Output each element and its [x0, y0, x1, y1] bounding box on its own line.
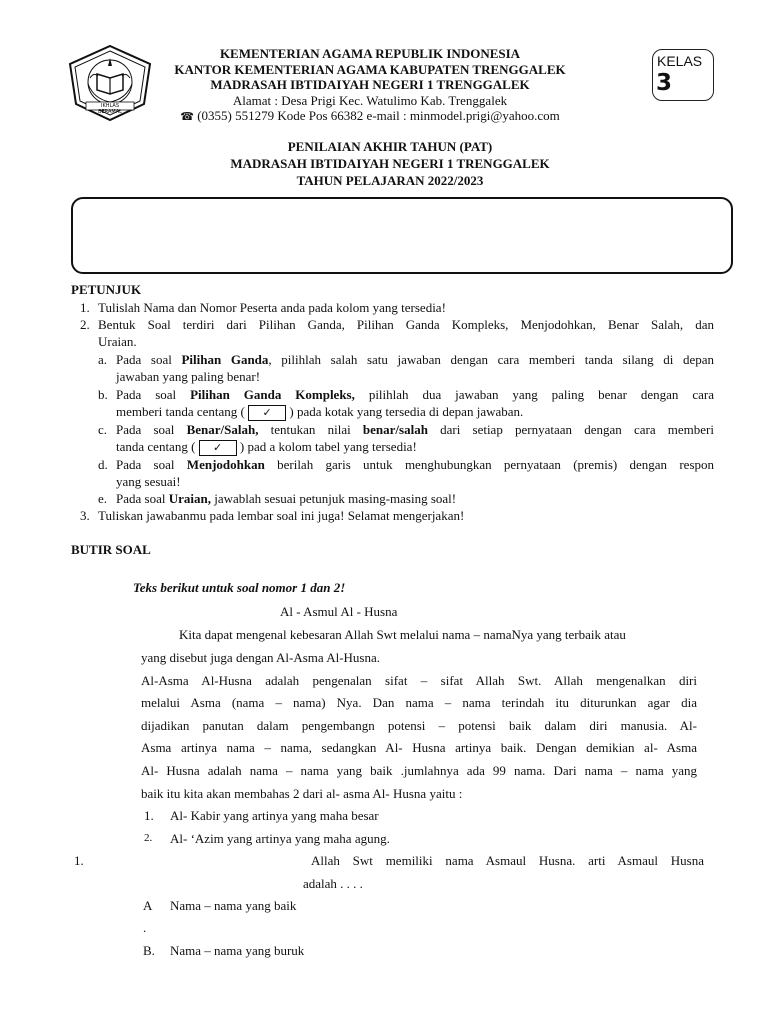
sub-mark: c. — [98, 422, 108, 437]
option-mark-dot: . — [143, 920, 147, 935]
instruction-2c-cont: tanda centang ( ✓ ) pad a kolom tabel yang tersedia! — [116, 439, 417, 455]
list-number: 2. — [144, 832, 153, 844]
instruction-2e: Pada soal Uraian, jawablah sesuai petunjuk masing-masing soal! — [116, 491, 457, 506]
questions-heading: BUTIR SOAL — [71, 542, 151, 557]
reading-line: Al-Asma Al-Husna adalah pengenalan sifat – sifat Allah Swt. Allah mengenalkan diri — [141, 673, 697, 688]
option-mark[interactable]: B. — [143, 943, 155, 958]
class-number: 3 — [656, 70, 673, 96]
instruction-2: Bentuk Soal terdiri dari Pilihan Ganda, Pilihan Ganda Kompleks, Menjodohkan, Benar Salah, dan — [98, 317, 714, 332]
reading-line: melalui Asma (nama – nama) Nya. Dan nama – nama terindah itu diturunkan agar dia — [141, 695, 697, 710]
reading-line: yang disebut juga dengan Al-Asma Al-Husna. — [141, 650, 381, 665]
instruction-2b-cont: memberi tanda centang ( ✓ ) pada kotak yang tersedia di depan jawaban. — [116, 404, 524, 420]
instruction-2a: Pada soal Pilihan Ganda, pilihlah salah satu jawaban dengan cara memberi tanda silang di depan — [116, 352, 714, 367]
logo-motto: IKHLAS BERAMAL — [98, 103, 122, 115]
class-label: KELAS — [657, 53, 703, 69]
reading-line: Al- Husna adalah nama – nama yang baik .jumlahnya ada 99 nama. Dari nama – nama yang — [141, 763, 697, 778]
instruction-2-cont: Uraian. — [98, 334, 137, 349]
sub-mark: a. — [98, 352, 108, 367]
instruction-number: 3. — [80, 508, 90, 523]
ministry-logo — [64, 44, 156, 122]
reading-line: baik itu kita akan membahas 2 dari al- asma Al- Husna yaitu : — [141, 786, 463, 801]
class-box — [652, 49, 714, 101]
sub-mark: e. — [98, 491, 108, 506]
exam-school: MADRASAH IBTIDAIYAH NEGERI 1 TRENGGALEK — [230, 156, 550, 171]
office-name: KANTOR KEMENTERIAN AGAMA KABUPATEN TRENGGALEK — [174, 62, 566, 77]
question-text-cont: adalah . . . . — [303, 876, 363, 891]
instruction-3: Tuliskan jawabanmu pada lembar soal ini juga! Selamat mengerjakan! — [98, 508, 465, 523]
exam-title: PENILAIAN AKHIR TAHUN (PAT) — [287, 139, 493, 154]
option-a[interactable]: Nama – nama yang baik — [170, 898, 297, 913]
sub-mark: b. — [98, 387, 108, 402]
instruction-number: 1. — [80, 300, 90, 315]
instruction-2c: Pada soal Benar/Salah, tentukan nilai benar/salah dari setiap pernyataan dengan cara memberi — [116, 422, 714, 437]
checkmark-icon: ✓ — [199, 440, 237, 456]
instruction-number: 2. — [80, 317, 90, 332]
list-item: Al- Kabir yang artinya yang maha besar — [170, 808, 379, 823]
instruction-1: Tulislah Nama dan Nomor Peserta anda pada kolom yang tersedia! — [98, 300, 446, 315]
reading-line: Asma artinya nama – nama, sedangkan Al- Husna artinya baik. Dengan demikian al- Asma — [141, 740, 697, 755]
instruction-2d-cont: yang sesuai! — [116, 474, 181, 489]
list-item: Al- ‘Azim yang artinya yang maha agung. — [170, 831, 390, 846]
option-mark[interactable]: A — [143, 898, 153, 913]
list-number: 1. — [144, 808, 154, 823]
sub-mark: d. — [98, 457, 108, 472]
question-text: Allah Swt memiliki nama Asmaul Husna. arti Asmaul Husna — [311, 853, 704, 868]
reading-title: Al - Asmul Al - Husna — [280, 604, 398, 619]
question-number: 1. — [74, 853, 84, 868]
reading-line: Kita dapat mengenal kebesaran Allah Swt melalui nama – namaNya yang terbaik atau — [179, 627, 626, 642]
instruction-2b: Pada soal Pilihan Ganda Kompleks, pilihlah dua jawaban yang paling benar dengan cara — [116, 387, 714, 402]
checkmark-icon: ✓ — [248, 405, 286, 421]
option-b[interactable]: Nama – nama yang buruk — [170, 943, 305, 958]
student-identity-box[interactable] — [71, 197, 733, 274]
exam-year: TAHUN PELAJARAN 2022/2023 — [296, 173, 484, 188]
reading-line: dijadikan panutan dalam pengembangn potensi – potensi baik dalam diri manusia. Al- — [141, 718, 697, 733]
school-contact — [150, 108, 590, 125]
phone-icon: ☎ — [180, 110, 194, 123]
school-name: MADRASAH IBTIDAIYAH NEGERI 1 TRENGGALEK — [210, 77, 530, 92]
contact-text: (0355) 551279 Kode Pos 66382 e-mail : minmodel.prigi@yahoo.com — [197, 108, 560, 123]
reading-intro: Teks berikut untuk soal nomor 1 dan 2! — [133, 580, 346, 595]
school-address: Alamat : Desa Prigi Kec. Watulimo Kab. Trenggalek — [232, 93, 508, 108]
instructions-heading: PETUNJUK — [71, 282, 142, 297]
instruction-2a-cont: jawaban yang paling benar! — [116, 369, 261, 384]
ministry-name: KEMENTERIAN AGAMA REPUBLIK INDONESIA — [219, 46, 521, 61]
instruction-2d: Pada soal Menjodohkan berilah garis untuk menghubungkan pernyataan (premis) dengan respon — [116, 457, 715, 472]
